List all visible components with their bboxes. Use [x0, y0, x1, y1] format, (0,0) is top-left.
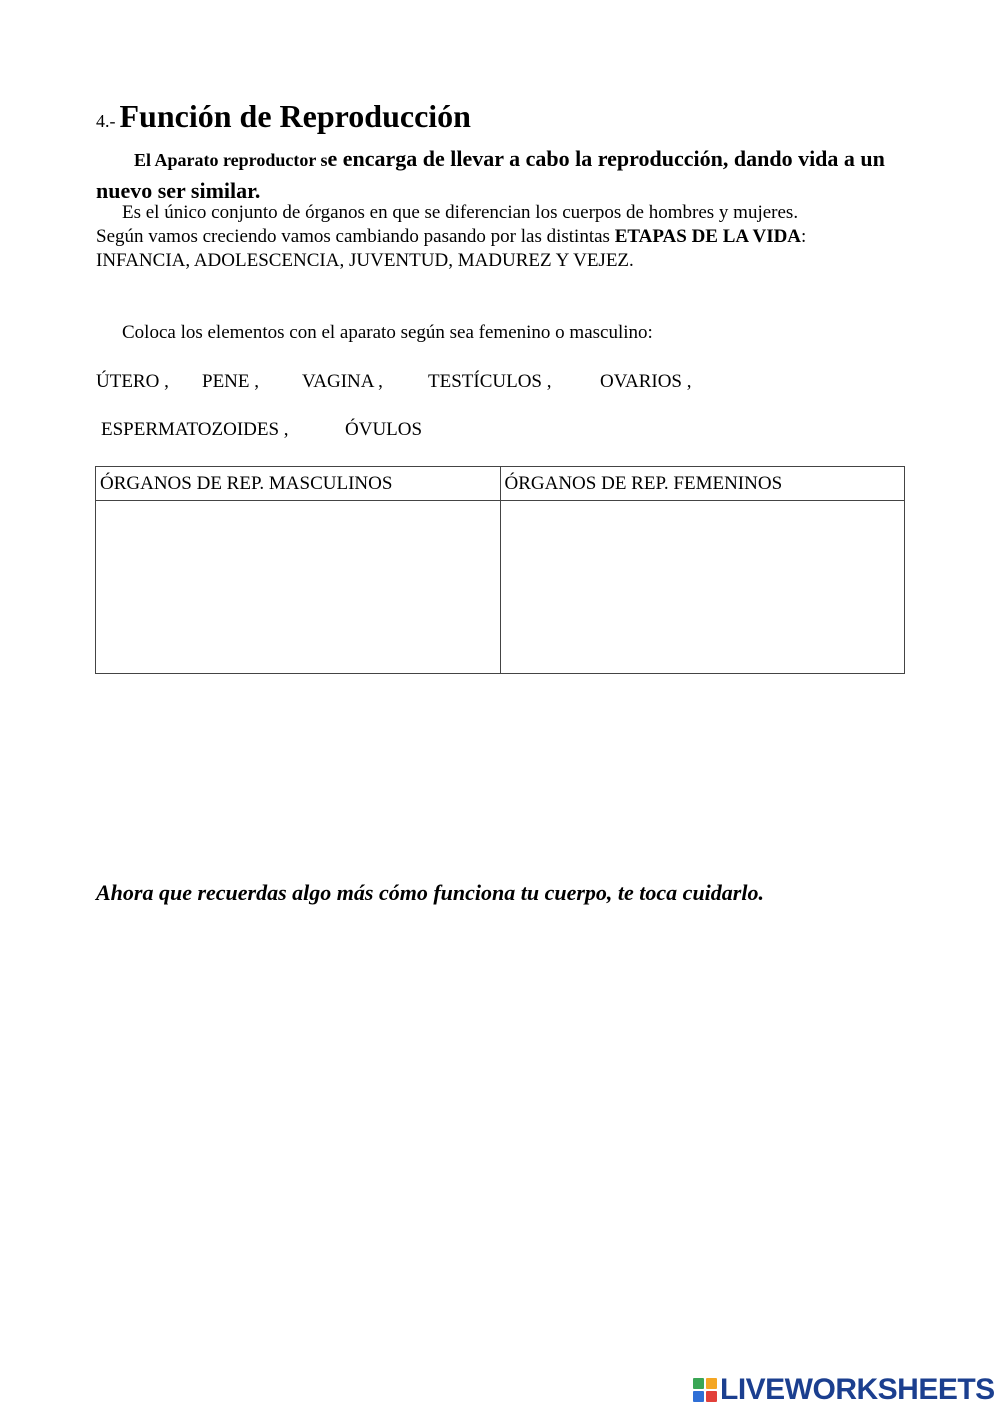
word-espermatozoides[interactable]: ESPERMATOZOIDES ,: [101, 419, 289, 440]
lead-paragraph: [96, 144, 896, 208]
paragraph-line-3: INFANCIA, ADOLESCENCIA, JUVENTUD, MADUREZ Y VEJEZ.: [96, 250, 634, 271]
section-title: Función de Reproducción: [119, 98, 471, 134]
instruction-text: Coloca los elementos con el aparato según sea femenino o masculino:: [122, 322, 653, 343]
drop-zone-female[interactable]: [500, 501, 905, 674]
page-title: [96, 96, 471, 143]
word-testiculos[interactable]: TESTÍCULOS ,: [428, 371, 552, 392]
word-ovarios[interactable]: OVARIOS ,: [600, 371, 692, 392]
word-bank-row-2: [96, 418, 422, 442]
word-utero[interactable]: ÚTERO ,: [96, 371, 169, 392]
closing-sentence: Ahora que recuerdas algo más cómo funciona tu cuerpo, te toca cuidarlo.: [96, 880, 764, 905]
section-number: 4.-: [96, 111, 116, 131]
word-ovulos[interactable]: ÓVULOS: [345, 419, 423, 440]
liveworksheets-logo: [693, 1374, 995, 1406]
logo-text: LIVEWORKSHEETS: [720, 1373, 995, 1406]
column-header-male: ÓRGANOS DE REP. MASCULINOS: [96, 467, 501, 501]
word-bank-row-1: [96, 370, 692, 394]
paragraph-line-2-text: Según vamos creciendo vamos cambiando pasando por las distintas: [96, 226, 615, 247]
word-pene[interactable]: PENE ,: [202, 371, 259, 392]
column-header-female: ÓRGANOS DE REP. FEMENINOS: [500, 467, 905, 501]
paragraph-line-1: Es el único conjunto de órganos en que se diferencian los cuerpos de hombres y mujeres.: [122, 202, 799, 223]
organs-table: [95, 466, 905, 674]
instruction: [96, 321, 653, 345]
logo-mark-icon: [693, 1378, 717, 1402]
life-stages-label: ETAPAS DE LA VIDA: [614, 226, 802, 247]
lead-small-text: El Aparato reproductor s: [134, 150, 328, 170]
word-vagina[interactable]: VAGINA ,: [302, 371, 383, 392]
lead-large-text: e encarga de llevar a cabo la reproducción, dando vida a un nuevo ser similar.: [96, 146, 885, 203]
drop-zone-male[interactable]: [96, 501, 501, 674]
paragraph-line-2: Según vamos creciendo vamos cambiando pasando por las distintas ETAPAS DE LA VIDA:: [96, 226, 807, 247]
